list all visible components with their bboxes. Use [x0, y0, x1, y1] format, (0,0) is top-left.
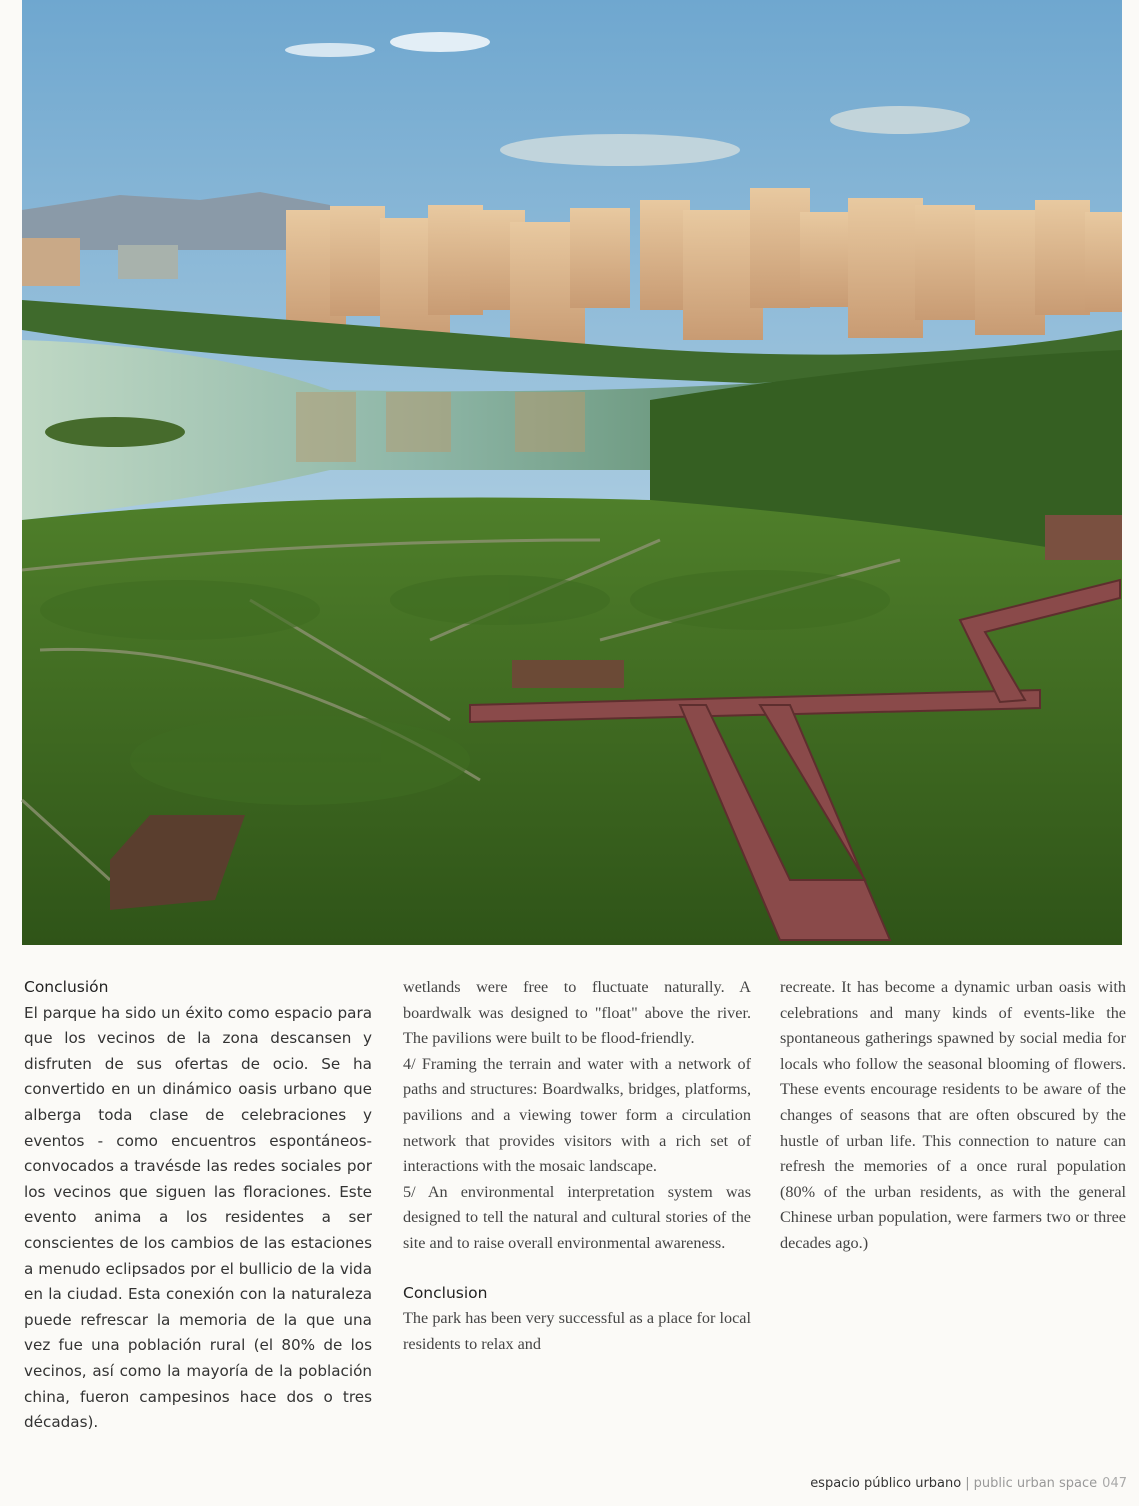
- page-number: 047: [1102, 1476, 1127, 1491]
- spanish-heading: Conclusión: [24, 978, 109, 996]
- footer-spanish-title: espacio público urbano: [810, 1476, 962, 1491]
- english-paragraph-2: 4/ Framing the terrain and water with a network of paths and structures: Boardwalks, bridges, platforms, pavilions and a viewing tower form a circulation network that provides visitors with a rich set of interactions with the mosaic landscape.: [403, 1054, 751, 1176]
- english-column-2: [780, 975, 1126, 1257]
- footer-english-title: public urban space: [973, 1476, 1098, 1491]
- spanish-column: [24, 975, 372, 1436]
- english-paragraph-3: 5/ An environmental interpretation system was designed to tell the natural and cultural stories of the site and to raise overall environmental awareness.: [403, 1182, 751, 1252]
- english-paragraph-1: wetlands were free to fluctuate naturally. A boardwalk was designed to "float" above the river. The pavilions were built to be flood-friendly.: [403, 978, 751, 1048]
- english-paragraph-5: recreate. It has become a dynamic urban oasis with celebrations and many kinds of events-like the spontaneous gatherings spawned by social media for locals who follow the seasonal blooming of flowers. These events encourage residents to be aware of the changes of seasons that are often obscured by the hustle of urban life. This connection to nature can refresh the memories of a once rural population (80% of the urban residents, as with the general Chinese urban population, were farmers two or three decades ago.): [780, 978, 1126, 1252]
- footer-separator: |: [965, 1476, 970, 1491]
- page-footer: [810, 1476, 1127, 1491]
- spanish-body: El parque ha sido un éxito como espacio para que los vecinos de la zona descansen y disfruten de sus ofertas de ocio. Se ha convertido en un dinámico oasis urbano que alberga toda clase de celebraciones y eventos - como encuentros espontáneos- convocados a travésde las redes sociales por los vecinos que siguen las floraciones. Este evento anima a los residentes a ser conscientes de los cambios de las estaciones a menudo eclipsados por el bullicio de la vida en la ciudad. Esta conexión con la naturaleza puede refrescar la memoria de la que una vez fue una población rural (el 80% de los vecinos, así como la mayoría de la población china, fueron campesinos hace dos o tres décadas).: [24, 1003, 372, 1432]
- english-heading: Conclusion: [403, 1283, 488, 1302]
- english-paragraph-4: The park has been very successful as a place for local residents to relax and: [403, 1309, 751, 1353]
- english-column-1: [403, 975, 751, 1357]
